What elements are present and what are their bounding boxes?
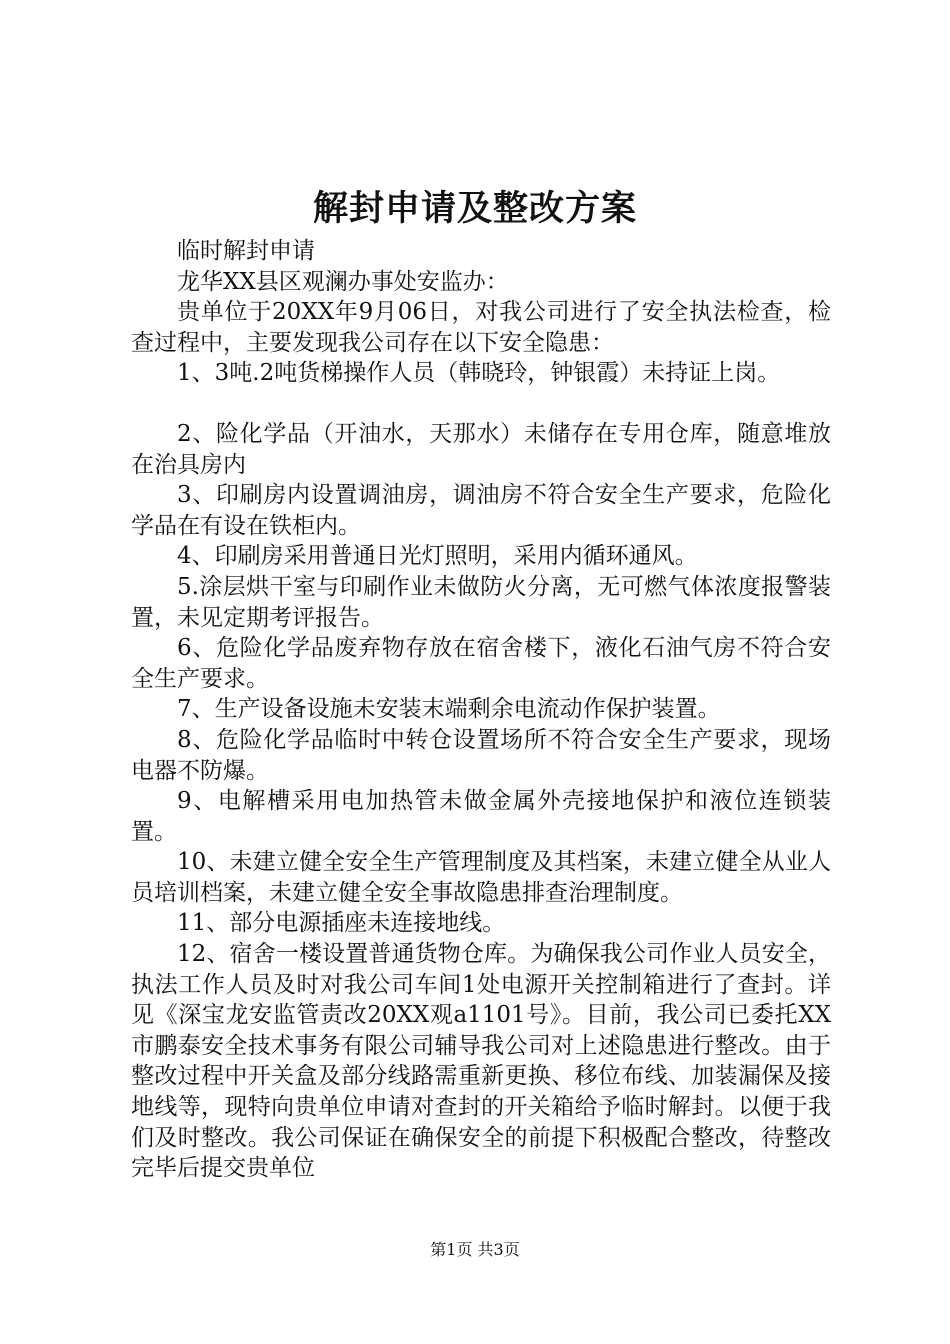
list-item: 10、未建立健全安全生产管理制度及其档案，未建立健全从业人员培训档案，未建立健全安全事故隐患排查治理制度。: [131, 849, 831, 906]
list-item: 8、危险化学品临时中转仓设置场所不符合安全生产要求，现场电器不防爆。: [131, 726, 831, 784]
document-body: [131, 236, 831, 1184]
list-item: 6、危险化学品废弃物存放在宿舍楼下，液化石油气房不符合安全生产要求。: [131, 635, 831, 692]
subtitle: 临时解封申请: [177, 238, 315, 264]
list-item: 5.涂层烘干室与印刷作业未做防火分离，无可燃气体浓度报警装置，未见定期考评报告。: [131, 573, 831, 631]
list-item: 7、生产设备设施未安装末端剩余电流动作保护装置。: [177, 696, 721, 723]
intro-paragraph: 贵单位于20XX年9月06日，对我公司进行了安全执法检查，检查过程中，主要发现我公司存在以下安全隐患：: [131, 299, 831, 356]
addressee: 龙华XX县区观澜办事处安监办：: [177, 268, 509, 295]
list-item: 3、印刷房内设置调油房，调油房不符合安全生产要求，危险化学品在有设在铁柜内。: [131, 482, 831, 539]
blank-line: [131, 389, 831, 419]
page-footer: 第1页 共3页: [430, 1240, 520, 1259]
document-title: 解封申请及整改方案: [312, 188, 637, 229]
list-item: 12、宿舍一楼设置普通货物仓库。为确保我公司作业人员安全，执法工作人员及时对我公司车间1处电源开关控制箱进行了查封。详见《深宝龙安监管责改20XX观a1101号》。目前，我公司已委托XX市鹏泰安全技术事务有限公司辅导我公司对上述隐患进行整改。由于整改过程中开关盒及部分线路需重新更换、移位布线、加装漏保及接地线等，现特向贵单位申请对查封的开关箱给予临时解封。以便于我们及时整改。我公司保证在确保安全的前提下积极配合整改，待整改完毕后提交贵单位: [131, 941, 831, 1182]
list-item: 9、电解槽采用电加热管未做金属外壳接地保护和液位连锁装置。: [131, 788, 831, 845]
list-item: 4、印刷房采用普通日光灯照明，采用内循环通风。: [177, 543, 698, 570]
list-item: 11、部分电源插座未连接地线。: [177, 910, 506, 937]
list-item: 1、3吨.2吨货梯操作人员（韩晓玲，钟银霞）未持证上岗。: [177, 360, 781, 387]
list-item: 2、险化学品（开油水，天那水）未储存在专用仓库，随意堆放在治具房内: [131, 420, 831, 478]
